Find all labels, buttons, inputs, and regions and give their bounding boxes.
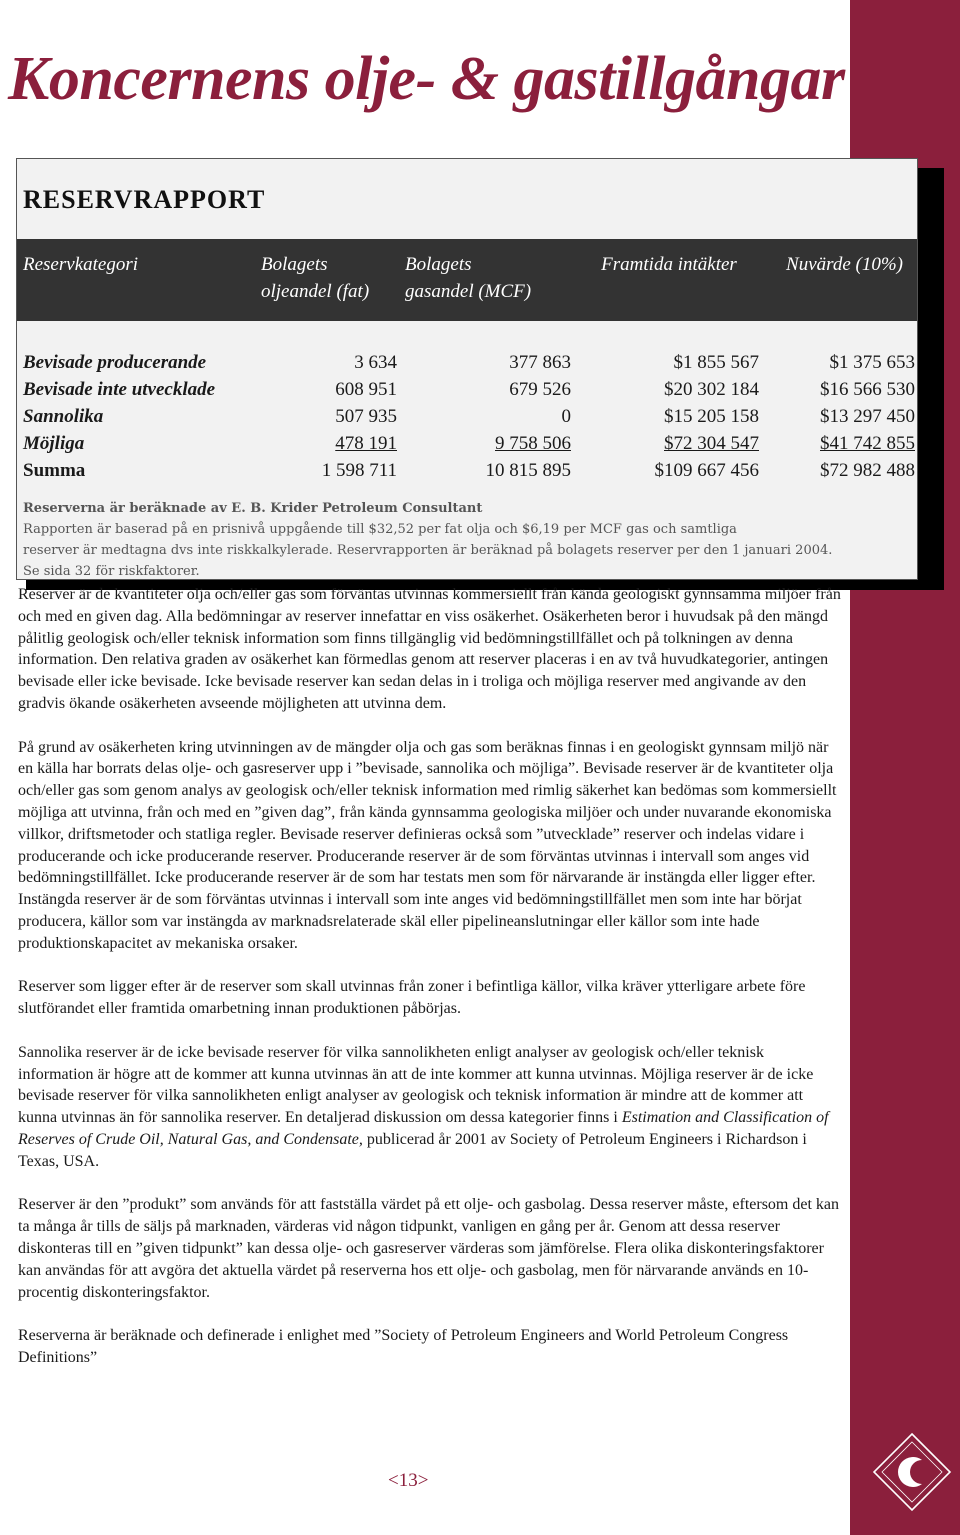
row-revenue: $1 855 567 — [673, 352, 759, 373]
row-category: Bevisade inte utvecklade — [23, 379, 216, 400]
table-total-row — [17, 457, 917, 484]
row-revenue: $72 304 547 — [664, 433, 759, 454]
total-gas: 10 815 895 — [485, 460, 571, 481]
row-oil: 608 951 — [335, 379, 397, 400]
paragraph-proven-reserves: På grund av osäkerheten kring utvinningen av de mängder olja och gas som beräknas finnas i en geologiskt gynnsam miljö när en källa har borrats delas olje- och gasreserver upp i ”bevisade, sannolika och möjliga”. Bevisade reserver är de kvantiteter olja och/eller gas som genom analys av geologisk och/eller teknisk information med rimlig säkerhet kan bedömas som kommersiellt möjliga att utvinna, från och med en ”given dag”, från kända gynnsamma geologiska miljöer och under nuvarande ekonomiska villkor, driftsmetoder och statliga regler. Bevisade reserver definieras också som ”utvecklade” reserver och indelas vidare i producerande och icke producerande reserver. Producerande reserver är de som förväntas utvinnas i intervall som anges vid bedömningstillfället. Icke producerande reserver är de som har testats men som för närvarande är instängda eller ligger efter. Instängda reserver är de som förväntas utvinnas i intervall som inte anges vid bedömningstillfället men som inte har börjat producera, källor som var instängda av marknadsrelaterade skäl eller pipelineanslutningar eller källor som inte hade produktionskapacitet av mekaniska orsaker. — [18, 738, 837, 952]
row-revenue: $20 302 184 — [664, 379, 759, 400]
header-revenue: Framtida intäkter — [601, 254, 737, 275]
header-oil-line1: Bolagets — [261, 254, 328, 275]
row-gas: 679 526 — [509, 379, 571, 400]
row-gas: 377 863 — [509, 352, 571, 373]
reserve-report-panel — [16, 158, 918, 580]
row-npv: $1 375 653 — [829, 352, 915, 373]
publication-title: Estimation and Classification of Reserves of Crude Oil, Natural Gas, and Condensate, — [18, 1109, 829, 1148]
header-npv: Nuvärde (10%) — [786, 254, 903, 275]
row-npv: $13 297 450 — [820, 406, 915, 427]
row-gas: 9 758 506 — [495, 433, 571, 454]
page-title: Koncernens olje- & gastillgångar — [8, 45, 845, 113]
report-title: RESERVRAPPORT — [23, 185, 266, 214]
paragraph-probable-possible — [18, 1042, 843, 1173]
total-oil: 1 598 711 — [321, 460, 397, 481]
header-gas-line2: gasandel (MCF) — [405, 281, 532, 302]
row-oil: 3 634 — [354, 352, 397, 373]
row-category: Möjliga — [23, 433, 85, 454]
footnote-report-date: reserver är medtagna dvs inte riskkalkylerade. Reservrapporten är beräknad på bolagets reserver per den 1 januari 2004. — [23, 543, 833, 558]
total-category: Summa — [23, 460, 86, 481]
total-revenue: $109 667 456 — [654, 460, 759, 481]
header-oil-line2: oljeandel (fat) — [261, 281, 370, 302]
body-text — [18, 584, 843, 1390]
row-oil: 478 191 — [335, 433, 397, 454]
row-revenue: $15 205 158 — [664, 406, 759, 427]
paragraph-behind-pipe: Reserver som ligger efter är de reserver som skall utvinnas från zoner i befintliga källor, vilka kräver ytterligare arbete före slutförandet eller framtida omarbetning innan produktionen påbörjas. — [18, 978, 806, 1018]
header-gas-line1: Bolagets — [405, 254, 472, 275]
row-category: Bevisade producerande — [23, 352, 207, 373]
paragraph-reserves-definition: Reserver är de kvantiteter olja och/eller gas som förväntas utvinnas kommersiellt från kända geologiskt gynnsamma miljöer från och med en given dag. Alla bedömningar av reserver innefattar en viss osäkerhet. Osäkerheten beror i huvudsak på den mängd pålitlig geologisk och/eller teknisk information som finns tillgänglig vid bedömningstillfället och på tolkningen av denna information. Den relativa graden av osäkerhet kan förmedlas genom att reserver placeras i en av två huvudkategorier, antingen bevisade eller icke bevisade. Icke bevisade reserver kan sedan delas in i troliga och möjliga reserver med angivande av den gradvis ökande osäkerheten avseende möjligheten att utvinna dem. — [18, 586, 841, 712]
table-row — [17, 349, 917, 376]
header-gas — [405, 251, 531, 305]
header-category: Reservkategori — [23, 254, 139, 275]
paragraph-discounting: Reserver är den ”produkt” som används för att fastställa värdet på ett olje- och gasbolag. Dessa reserver måste, eftersom det kan ta många år tills de säljs på marknaden, värderas vid någon tidpunkt, vanligen en gång per år. Genom att dessa reserver diskonteras till en ”given tidpunkt” kan dessa olje- och gasreserver värderas som jämförelse. Flera olika diskonteringsfaktorer kan användas för att avgöra det aktuella värdet på reserverna hos ett olje- och gasbolag, men för närvarande används en 10-procentig diskonteringsfaktor. — [18, 1196, 840, 1301]
total-npv: $72 982 488 — [820, 460, 915, 481]
row-gas: 0 — [561, 406, 571, 427]
header-oil — [261, 251, 369, 305]
company-logo-icon — [870, 1430, 954, 1514]
row-oil: 507 935 — [335, 406, 397, 427]
table-row — [17, 376, 917, 403]
table-row — [17, 403, 917, 430]
paragraph-text: publicerad år 2001 av Society of Petroleum Engineers i Richardson i Texas, USA. — [18, 1130, 807, 1170]
paragraph-text: Sannolika reserver är de icke bevisade reserver för vilka sannolikheten enligt analyser av geologisk och/eller teknisk information är högre att de kommer att kunna utvinnas än att de inte kommer att kunna utvinnas. Möjliga reserver är de icke bevisade reserver för vilka sannolikheten enligt analyser av geologisk och teknisk information är mindre att de kommer att kunna utvinnas än för sannolika reserver. En detaljerad diskussion om dessa kategorier finns i — [18, 1043, 814, 1127]
row-npv: $41 742 855 — [820, 433, 915, 454]
footnote-price-basis: Rapporten är baserad på en prisnivå uppgående till $32,52 per fat olja och $6,19 per MCF gas och samtliga — [23, 522, 737, 537]
paragraph-definitions: Reserverna är beräknade och definerade i enlighet med ”Society of Petroleum Engineers and World Petroleum Congress Definitions” — [18, 1327, 789, 1366]
page-number: <13> — [388, 1470, 429, 1491]
footnote-consultant: Reserverna är beräknade av E. B. Krider Petroleum Consultant — [23, 501, 483, 516]
row-category: Sannolika — [23, 406, 104, 427]
table-row — [17, 430, 917, 457]
row-npv: $16 566 530 — [820, 379, 915, 400]
footnote-risk-factors: Se sida 32 för riskfaktorer. — [23, 564, 200, 579]
table-header — [17, 239, 917, 321]
